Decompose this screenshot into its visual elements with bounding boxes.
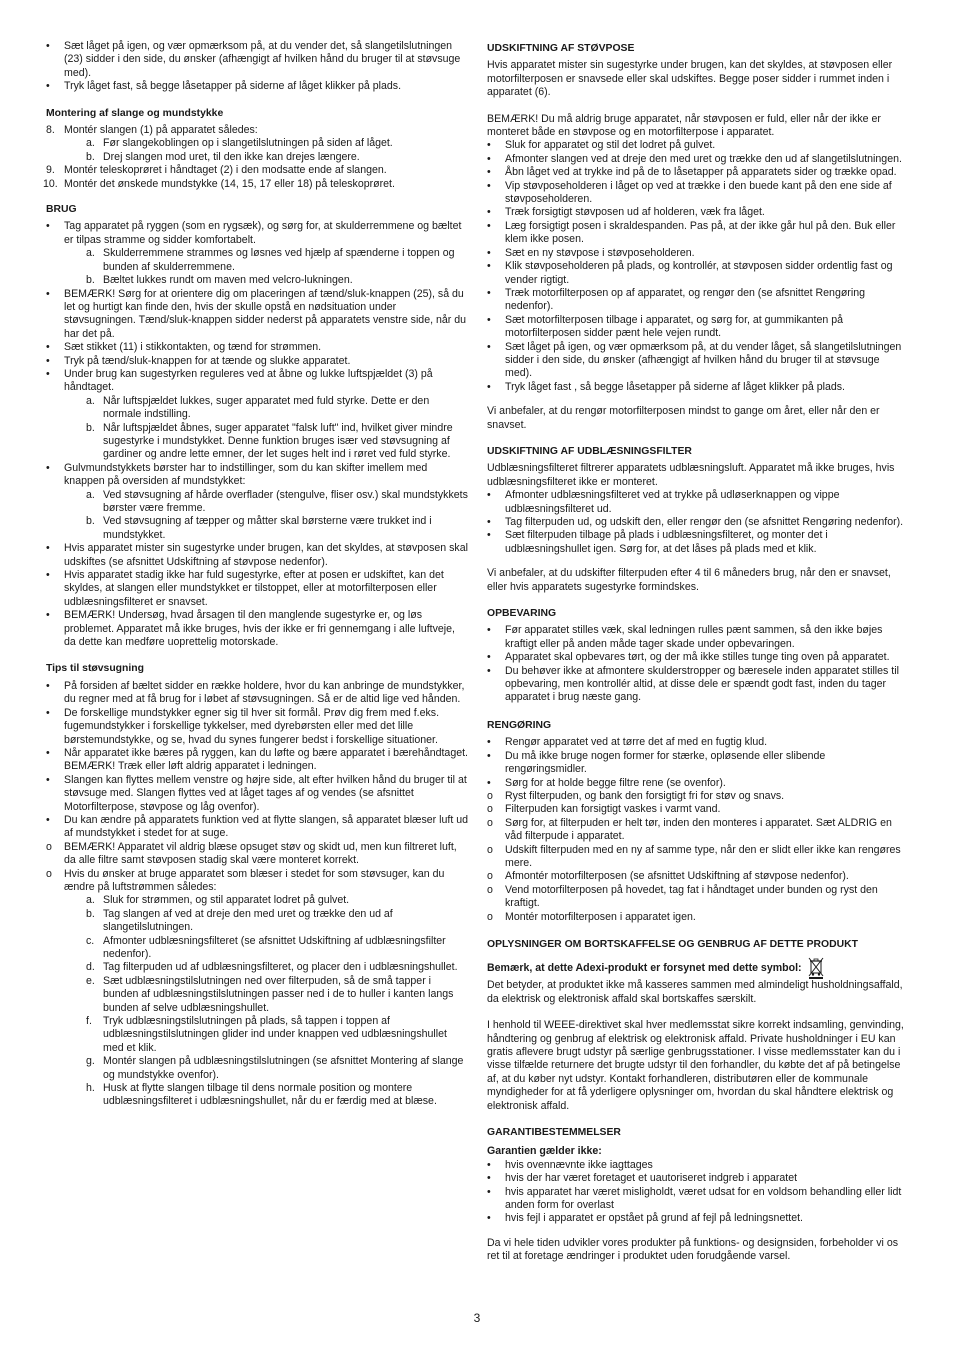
sub-item: b. Drej slangen mod uret, til den ikke kan drejes længere.: [86, 150, 360, 163]
paragraph: Udblæsningsfilteret filtrerer apparatets udblæsningsluft. Apparatet må ikke bruges, hvis udblæsningsfilteret ikke er monteret.: [487, 462, 895, 488]
list-item: • Sæt stikket (11) i stikkontakten, og tænd for strømmen.: [46, 341, 322, 354]
list-item: • Afmonter udblæsningsfilteret ved at trykke på udløserknappen og vippe udblæsningsfilteret ud.: [487, 489, 840, 515]
list-item: • Sæt en ny støvpose i støvposeholderen.: [487, 246, 695, 259]
list-item: • Tag apparatet på ryggen (som en rygsæk), og sørg for, at skulderremmene og bæltet er tilpas stramme og sidder komfortabelt. a. Skulderremmene strammes og løsnes ved hjælp af spænderne i toppen og bunden af skulderremmene. b. Bæltet lukkes rundt om maven med velcro-lukningen.: [46, 220, 468, 287]
list-item: • Træk forsigtigt støvposen ud af holderen, væk fra låget.: [487, 206, 765, 219]
list-item: • BEMÆRK! Undersøg, hvad årsagen til den manglende sugestyrke er, og løs problemet. Apparatet må ikke bruges, hvis der ikke er fri gennemgang i alle luftveje, da dette kan medføre uoprettelig motorskade.: [46, 609, 455, 649]
page-number: 3: [473, 1311, 481, 1325]
list-item: • Sluk for apparatet og stil det lodret på gulvet.: [487, 139, 716, 152]
sub-item: g. Montér slangen på udblæsningstilslutningen (se afsnittet Montering af slange og mundstykke ovenfor).: [86, 1055, 464, 1081]
list-item: • BEMÆRK! Sørg for at orientere dig om placeringen af tænd/sluk-knappen (25), så du let og hurtigt kan finde den, hvis der skulle opstå en nødsituation under støvsugningen. Tænd/sluk-knappen sidder nederst på apparatets venstre side, når du har det på.: [46, 287, 467, 340]
stovpose-list: [487, 139, 909, 394]
weee-notice: Bemærk, at dette Adexi-produkt er forsynet med dette symbol:: [487, 962, 802, 975]
sub-item: a. Sluk for strømmen, og stil apparatet lodret på gulvet.: [86, 894, 350, 907]
paragraph: BEMÆRK! Du må aldrig bruge apparatet, når støvposen er fuld, eller når der ikke er monteret både en støvpose og en motorfilterpose i apparatet.: [487, 112, 881, 139]
list-item: • Klik støvposeholderen på plads, og kontrollér, at støvposen sidder ordentlig fast og vender rigtigt.: [487, 260, 893, 286]
intro-list: [46, 40, 468, 94]
list-item: • Under brug kan sugestyrken reguleres ved at åbne og lukke luftspjældet (3) på håndtaget. a. Når luftspjældet lukkes, suger apparatet med fuld styrke. Dette er den normale indstilling. b. Når luftspjældet åbnes, suger apparatet "falsk luft" ind, hvilket giver mindre sugestyrke i mundstykket. Denne funktion bruges især ved støvsugning af gardiner og andre lette emner, der let suges helt ind i røret ved fuld styrke.: [46, 368, 468, 462]
sub-item: h. Husk at flytte slangen tilbage til dens normale position og montere udblæsningsfilteret i udblæsningshullet, når du er færdig med at blæse.: [86, 1082, 437, 1108]
list-item: • hvis apparatet har været misligholdt, været udsat for en voldsom behandling eller lidt anden form for overlast: [487, 1185, 902, 1212]
list-item: o Udskift filterpuden med en ny af samme type, når den er slidt eller ikke kan rengøres mere.: [487, 843, 901, 869]
section-heading-udblaes: UDSKIFTNING AF UDBLÆSNINGSFILTER: [487, 445, 692, 457]
paragraph: I henhold til WEEE-direktivet skal hver medlemsstat sikre korrekt indsamling, genvinding, håndtering og genbrug af elektrisk og elektronisk affald. Private husholdninger i EU kan gratis aflevere brugt udstyr på særlige genbrugsstationer. I visse medlemsstater kan du i visse tilfælde returnere det brugte udstyr til den forhandler, du købte det af på betingelse af, at du køber nyt udstyr. Kontakt forhandleren, distributøren eller de kommunale myndigheder for at få yderligere oplysninger om, hvordan du skal håndtere elektrisk og elektronisk affald.: [487, 1019, 904, 1112]
rengoring-list: [487, 736, 909, 924]
paragraph: Hvis apparatet mister sin sugestyrke under brugen, kan det skyldes, at støvposen eller motorfilterposen er snavsede eller skal udskiftes. Begge poser sidder i rummet inden i apparatet (6).: [487, 59, 893, 99]
section-heading-stovpose: UDSKIFTNING AF STØVPOSE: [487, 43, 635, 54]
list-item: • hvis fejl i apparatet er opstået på grund af fejl på ledningsnettet.: [487, 1212, 803, 1225]
list-item: • Du behøver ikke at afmontere skulderstropper og bæresele inden apparatet stilles til opbevaring, men kontrollér altid, at disse dele er spændt godt fast, inden du tager apparatet i brug næste gang.: [487, 664, 899, 704]
list-item: • Gulvmundstykkets børster har to indstillinger, som du kan skifter imellem med knappen på oversiden af mundstykket: a. Ved støvsugning af hårde overflader (stengulve, fliser osv.) skal mundstykkets børster være fremme. b. Ved støvsugning af tæpper og måtter skal børsterne være trukket ind i mundstykket.: [46, 461, 468, 541]
section-heading-brug: BRUG: [46, 204, 77, 216]
paragraph: Det betyder, at produktet ikke må kasseres sammen med almindeligt husholdningsaffald, da elektrisk og elektronisk affald skal bortskaffes særskilt.: [487, 979, 903, 1005]
list-item: • Sørg for at holde begge filtre rene (se ovenfor).: [487, 776, 726, 789]
list-item: • De forskellige mundstykker egner sig til hver sit formål. Prøv dig frem med f.eks. fugemundstykker i forskellige tykkelser, med dyrebørsten eller med det lille børstemundstykke, og se, hvad du synes fungerer bedst i forskellige situationer.: [46, 706, 440, 746]
list-item: o Vend motorfilterposen på hovedet, tag fat i håndtaget under bunden og ryst den kraftigt.: [487, 883, 878, 910]
list-item: • Træk motorfilterposen op af apparatet, og rengør den (se afsnittet Rengøring nedenfor).: [487, 286, 865, 313]
section-heading-garanti: GARANTIBESTEMMELSER: [487, 1127, 621, 1139]
list-item: • Tryk låget fast , så begge låsetapper på siderne af låget klikker på plads.: [487, 380, 845, 393]
section-heading-opbevaring: OPBEVARING: [487, 608, 557, 620]
sub-item: a. Før slangekoblingen op i slangetilslutningen på siden af låget.: [86, 137, 393, 150]
sub-item: b. Tag slangen af ved at dreje den med uret og trække den ud af slangetilslutningen.: [86, 907, 393, 934]
list-item: • Apparatet skal opbevares tørt, og der må ikke stilles tunge ting oven på apparatet.: [487, 651, 890, 664]
list-item: • Du må ikke bruge nogen former for stærke, opløsende eller slibende rengøringsmidler.: [487, 749, 826, 776]
sub-item: e. Sæt udblæsningstilslutningen ned over filterpuden, så de små tapper i bunden af udblæsningstilslutningen passer ned i de to huller i kanten langs bunden af selve udblæsningshullet.: [86, 974, 454, 1014]
list-item: • Afmonter slangen ved at dreje den med uret og trække den ud af slangetilslutningen.: [487, 152, 902, 165]
list-item: o Sørg for, at filterpuden er helt tør, inden den monteres i apparatet. Sæt ALDRIG en våd filterpude i apparatet.: [487, 816, 892, 843]
sub-item: d. Tag filterpuden ud af udblæsningsfilteret, og placer den i udblæsningshullet.: [86, 961, 458, 974]
weee-bin-icon: [808, 957, 824, 979]
list-item: o BEMÆRK! Apparatet vil aldrig blæse opsuget støv og skidt ud, men kun filtreret luft, da alle filtre samt støvposen stadig skal være monteret korrekt.: [46, 840, 457, 867]
list-item: • På forsiden af bæltet sidder en række holdere, hvor du kan anbringe de mundstykker, du regner med at få brug for i løbet af støvsugningen. Så er de altid lige ved hånden.: [46, 679, 465, 706]
list-item: o Ryst filterpuden, og bank den forsigtigt fri for støv og snavs.: [487, 789, 785, 802]
left-column: [43, 40, 468, 1109]
paragraph: Vi anbefaler, at du rengør motorfilterposen mindst to gange om året, eller når den er snavset.: [487, 405, 880, 431]
list-item: 9. Montér teleskoprøret i håndtaget (2) i den modsatte ende af slangen.: [46, 164, 387, 177]
sub-item: a. Ved støvsugning af hårde overflader (stengulve, fliser osv.) skal mundstykkets børster være fremme.: [86, 488, 468, 514]
section-heading-bortskaffelse: OPLYSNINGER OM BORTSKAFFELSE OG GENBRUG AF DETTE PRODUKT: [487, 938, 859, 950]
list-item: • Hvis apparatet stadig ikke har fuld sugestyrke, efter at posen er udskiftet, kan det skyldes, at slangen eller mundstykket er tilstoppet, eller at motorfilterposen eller udblæsningsfilteret er snavset.: [46, 569, 444, 608]
list-item: • Sæt filterpuden tilbage på plads i udblæsningsfilteret, og monter det i udblæsningshullet igen. Sørg for, at det låses på plads med et klik.: [487, 529, 828, 555]
paragraph: Vi anbefaler, at du udskifter filterpuden efter 4 til 6 måneders brug, når den er snavset, eller hvis apparatets sugestyrke formindskes.: [487, 567, 891, 593]
right-column: [487, 40, 909, 1277]
garanti-list: [487, 1159, 909, 1226]
montering-steps: [43, 124, 468, 191]
sub-item: f. Tryk udblæsningstilslutningen på plads, så tappen i toppen af udblæsningstilslutningen glider ind under knappen ved udblæsningshullet med et klik.: [86, 1015, 447, 1054]
list-item: • Når apparatet ikke bæres på ryggen, kan du løfte og bære apparatet i bærehåndtaget. BEMÆRK! Træk eller løft aldrig apparatet i ledningen.: [46, 746, 468, 773]
section-heading-montering: Montering af slange og mundstykke: [46, 107, 224, 119]
sub-item: c. Afmonter udblæsningsfilteret (se afsnittet Udskiftning af udblæsningsfilter nedenfor).: [86, 934, 446, 960]
udblaes-list: [487, 489, 909, 556]
opbevaring-list: [487, 624, 909, 704]
list-item: • Sæt låget på igen, og vær opmærksom på, at du vender det, så slangetilslutningen (23) sidder i den side, du ønsker (afhængigt af hvilken hånd du bruger til at støvsuge med).: [46, 40, 461, 79]
list-item: • Du kan ændre på apparatets funktion ved at flytte slangen, så apparatet blæser luft ud af mundstykket i stedet for at suge.: [46, 813, 468, 840]
list-item: o Afmontér motorfilterposen (se afsnittet Udskiftning af støvpose nedenfor).: [487, 870, 849, 883]
list-item: • Tryk på tænd/sluk-knappen for at tænde og slukke apparatet.: [46, 354, 351, 367]
sub-item: b. Ved støvsugning af tæpper og måtter skal børsterne være trukket ind i mundstykket.: [86, 515, 432, 541]
weee-line: [487, 957, 909, 979]
section-heading-tips: Tips til støvsugning: [46, 663, 144, 675]
list-item: o Hvis du ønsker at bruge apparatet som blæser i stedet for som støvsuger, kan du ændre på luftstrømmen således: a. Sluk for strømmen, og stil apparatet lodret på gulvet. b. Tag slangen af ved at dreje den med uret og trække den ud af slangetilslutningen. c. Afmonter udblæsningsfilteret (se afsnittet Udskiftning af udblæsningsfilter nedenfor). d. Tag filterpuden ud af udblæsningsfilteret, og placer den i udblæsningshullet. e. Sæt udblæsningstilslutningen ned over filterpuden, så de små tapper i bunden af udblæsningstilslutningen passer ned i de to huller i kanten langs bunden af selve udblæsningshullet. f. Tryk udblæsningstilslutningen på plads, så tappen i toppen af udblæsningstilslutningen glider ind under knappen ved udblæsningshullet med et klik. g. Montér slangen på udblæsningstilslutningen (se afsnittet Montering af slange og mundstykke ovenfor). h. Husk at flytte slangen tilbage til dens normale position og montere udblæsningsfilteret i udblæsningshullet, når du er færdig med at blæse.: [46, 868, 468, 1109]
paragraph: Da vi hele tiden udvikler vores produkter på funktions- og designsiden, forbeholder vi os ret til at foretage ændringer i produktet uden forudgående varsel.: [487, 1236, 899, 1263]
list-item: o Filterpuden kan forsigtigt vaskes i varmt vand.: [487, 803, 721, 816]
list-item: • Rengør apparatet ved at tørre det af med en fugtig klud.: [487, 736, 768, 749]
garanti-subheading: Garantien gælder ikke:: [487, 1145, 602, 1158]
list-item: • Hvis apparatet mister sin sugestyrke under brugen, kan det skyldes, at støvposen skal udskiftes (se afsnittet Udskiftning af støvpose nedenfor).: [46, 542, 468, 568]
list-item: • Sæt motorfilterposen tilbage i apparatet, og sørg for, at gummikanten på motorfilterposen sidder pænt hele vejen rundt.: [487, 313, 844, 340]
list-item: • Før apparatet stilles væk, skal ledningen rulles pænt sammen, så den ikke bøjes kraftigt eller på anden måde tager skade under opbevaringen.: [487, 624, 883, 650]
sub-item: b. Når luftspjældet åbnes, suger apparatet "falsk luft" ind, hvilket giver mindre sugestyrke i mundstykket. Denne funktion bruges især ved støvsugning af gardiner og andre lette emner, der let suges helt ind i røret ved fuld styrke.: [86, 421, 453, 461]
list-item: • hvis ovennævnte ikke iagttages: [487, 1158, 653, 1171]
sub-item: a. Når luftspjældet lukkes, suger apparatet med fuld styrke. Dette er den normale indstilling.: [86, 394, 430, 421]
list-item: • Tryk låget fast, så begge låsetapper på siderne af låget klikker på plads.: [46, 80, 402, 93]
brug-list: [46, 220, 468, 649]
list-item: 10. Montér det ønskede mundstykke (14, 15, 17 eller 18) på teleskoprøret.: [43, 177, 395, 190]
tips-list: [46, 680, 468, 1109]
list-item: • Sæt låget på igen, og vær opmærksom på, at du vender låget, så slangetilslutningen sidder i den side, du ønsker (afhængigt af hvilken hånd du bruger til at støvsuge med).: [487, 340, 902, 380]
sub-item: b. Bæltet lukkes rundt om maven med velcro-lukningen.: [86, 274, 353, 287]
list-item: 8. Montér slangen (1) på apparatet således: a. Før slangekoblingen op i slangetilslutningen på siden af låget. b. Drej slangen mod uret, til den ikke kan drejes længere.: [46, 124, 468, 164]
list-item: • Tag filterpuden ud, og udskift den, eller rengør den (se afsnittet Rengøring nedenfor).: [487, 516, 904, 528]
section-heading-rengoring: RENGØRING: [487, 719, 552, 731]
list-item: o Montér motorfilterposen i apparatet igen.: [487, 910, 696, 923]
list-item: • Åbn låget ved at trykke ind på de to låsetapper på apparatets sider og trække opad.: [487, 166, 897, 179]
list-item: • Læg forsigtigt posen i skraldespanden. Pas på, at der ikke går hul på den. Buk eller klem ikke posen.: [487, 219, 896, 246]
sub-item: a. Skulderremmene strammes og løsnes ved hjælp af spænderne i toppen og bunden af skulderremmene.: [86, 247, 455, 273]
list-item: • hvis der har været foretaget et uautoriseret indgreb i apparatet: [487, 1172, 798, 1185]
list-item: • Slangen kan flyttes mellem venstre og højre side, alt efter hvilken hånd du bruger til at støvsuge med. Slangen flyttes ved at låget tages af og vendes (se afsnittet Motorfilterpose, støvpose og låg ovenfor).: [46, 773, 467, 813]
list-item: • Vip støvposeholderen i låget op ved at trække i den buede kant på den ene side af støvposeholderen.: [487, 179, 892, 206]
